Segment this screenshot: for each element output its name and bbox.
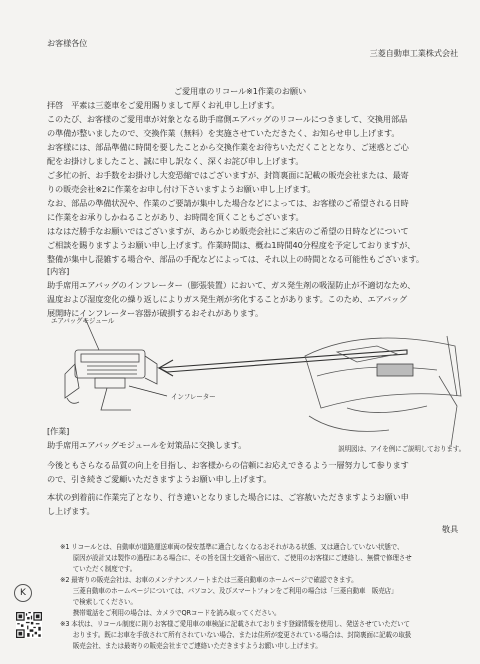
illustration-caption: 説明図は、アイを例にご説明しております。 [338, 445, 465, 453]
text-line: 助手席用エアバッグモジュールを対策品に交換します。 [47, 440, 247, 450]
text-line: 配をお掛けしましたこと、誠に申し訳なく、深くお詫び申し上げます。 [47, 156, 304, 166]
footnote-line: 販売会社、または最寄りの販売会社までご連絡いただきますようお願い申し上げます。 [60, 642, 322, 650]
text-line: に作業をお承りしかねることがあり、お時間を頂くこともございます。 [47, 212, 304, 222]
text-line: 整備が集中し混雑する場合や、部品の手配などによっては、それ以上の時間となる可能性もございます。 [47, 254, 424, 264]
footnote-line: 原因が設計又は製作の過程にある場合に、その旨を国土交通省へ届出て、ご使用のお客様にご連絡し、無償で修理させ [60, 554, 412, 562]
paragraph-closing [47, 458, 467, 486]
footnote-line: ※1 リコールとは、自動車が道路運送車両の保安基準に適合しなくなるおそれがある状態、又は適合していない状態で、 [60, 543, 404, 551]
module-label: エアバッグモジュール [51, 317, 115, 325]
text-line: このたび、お客様のご愛用車が対象となる助手席側エアバッグのリコールにつきまして、交換用部品 [47, 114, 408, 124]
footnote-line: で検索してください。 [60, 598, 137, 606]
text-line: 拝啓 平素は三菱車をご愛用賜りまして厚くお礼申し上げます。 [47, 100, 280, 110]
section-content [47, 264, 467, 320]
footnote-line: おります。既にお車を手放されて所有されていない場合、または住所が変更されている場合は、封筒裏面に記載の取扱 [60, 631, 412, 639]
text-line: なお、部品の準備状況や、作業のご要請が集中した場合などによっては、お客様のご希望される日時 [47, 198, 409, 208]
inflator-label: インフレーター [171, 393, 216, 401]
text-line: 温度および湿度変化の繰り返しによりガス発生剤が劣化することがあります。このため、エアバッグ [47, 294, 408, 304]
text-line: の準備が整いましたので、交換作業（無料）を実施させていただきたく、お知らせ申し上げます。 [47, 128, 400, 138]
text-line: し上げます。 [47, 506, 95, 516]
section-work [47, 424, 467, 452]
footnote-line: ていただく制度です。 [60, 565, 137, 573]
text-line: 今後ともさらなる品質の向上を目指し、お客様からの信頼にお応えできるよう一層努力して参ります [47, 460, 409, 470]
qr-code-icon [16, 612, 42, 638]
paragraph-greeting [47, 98, 467, 168]
addressee: お客様各位 [47, 38, 88, 48]
footnote-line: ※2 最寄りの販売会社は、お車のメンテナンスノートまたは三菱自動車のホームページで確認できます。 [60, 576, 358, 584]
text-line: 展開時にインフレーター容器が破損するおそれがあります。 [47, 308, 264, 318]
paragraph-apology [47, 490, 467, 518]
k-mark: K [14, 584, 32, 602]
text-line: 本状の到着前に作業完了となり、行き違いとなりました場合には、ご容赦いただきますようお願い申 [47, 492, 409, 502]
text-line: りの販売会社※2に作業をお申し付け下さいますようお願い申し上げます。 [47, 184, 316, 194]
text-line: ご多忙の折、お手数をお掛けし大変恐縮ではございますが、封筒裏面に記載の販売会社または、最寄 [47, 170, 409, 180]
footnote-line: 携帯電話をご利用の場合は、カメラでQRコードを読み取ってください。 [60, 609, 281, 617]
text-line: ご相談を賜りますようお願い申し上げます。作業時間は、概ね1時間40分程度を予定しておりますが、 [47, 240, 416, 250]
text-line: はなはだ勝手なお願いではございますが、あらかじめ販売会社にご来店のご希望の日時などについて [47, 226, 409, 236]
section-heading: [内容] [47, 266, 70, 276]
section-heading: [作業] [47, 426, 70, 436]
paragraph-request [47, 168, 467, 266]
text-line: 助手席用エアバッグのインフレーター（膨張装置）において、ガス発生剤の吸湿防止が不適切なため、 [47, 280, 416, 290]
closing-keigu: 敬具 [441, 524, 458, 534]
text-line: お客様には、部品準備に時間を要したことから交換作業をお待ちいただくこととなり、ご迷惑とご心 [47, 142, 409, 152]
footnotes [60, 542, 470, 652]
company-name: 三菱自動車工業株式会社 [369, 48, 458, 58]
footnote-line: 三菱自動車のホームページについては、パソコン、及びスマートフォンをご利用の場合は「三菱自動車 販売店」 [60, 587, 398, 595]
footnote-line: ※3 本状は、リコール制度に則りお客様ご愛用車の車検証に記載されております登録情報を使用し、発送させていただいて [60, 620, 410, 628]
text-line: ので、引き続きご愛顧いただきますようお願い申し上げます。 [47, 474, 272, 484]
letter-title: ご愛用車のリコール※1作業のお願い [173, 86, 306, 96]
